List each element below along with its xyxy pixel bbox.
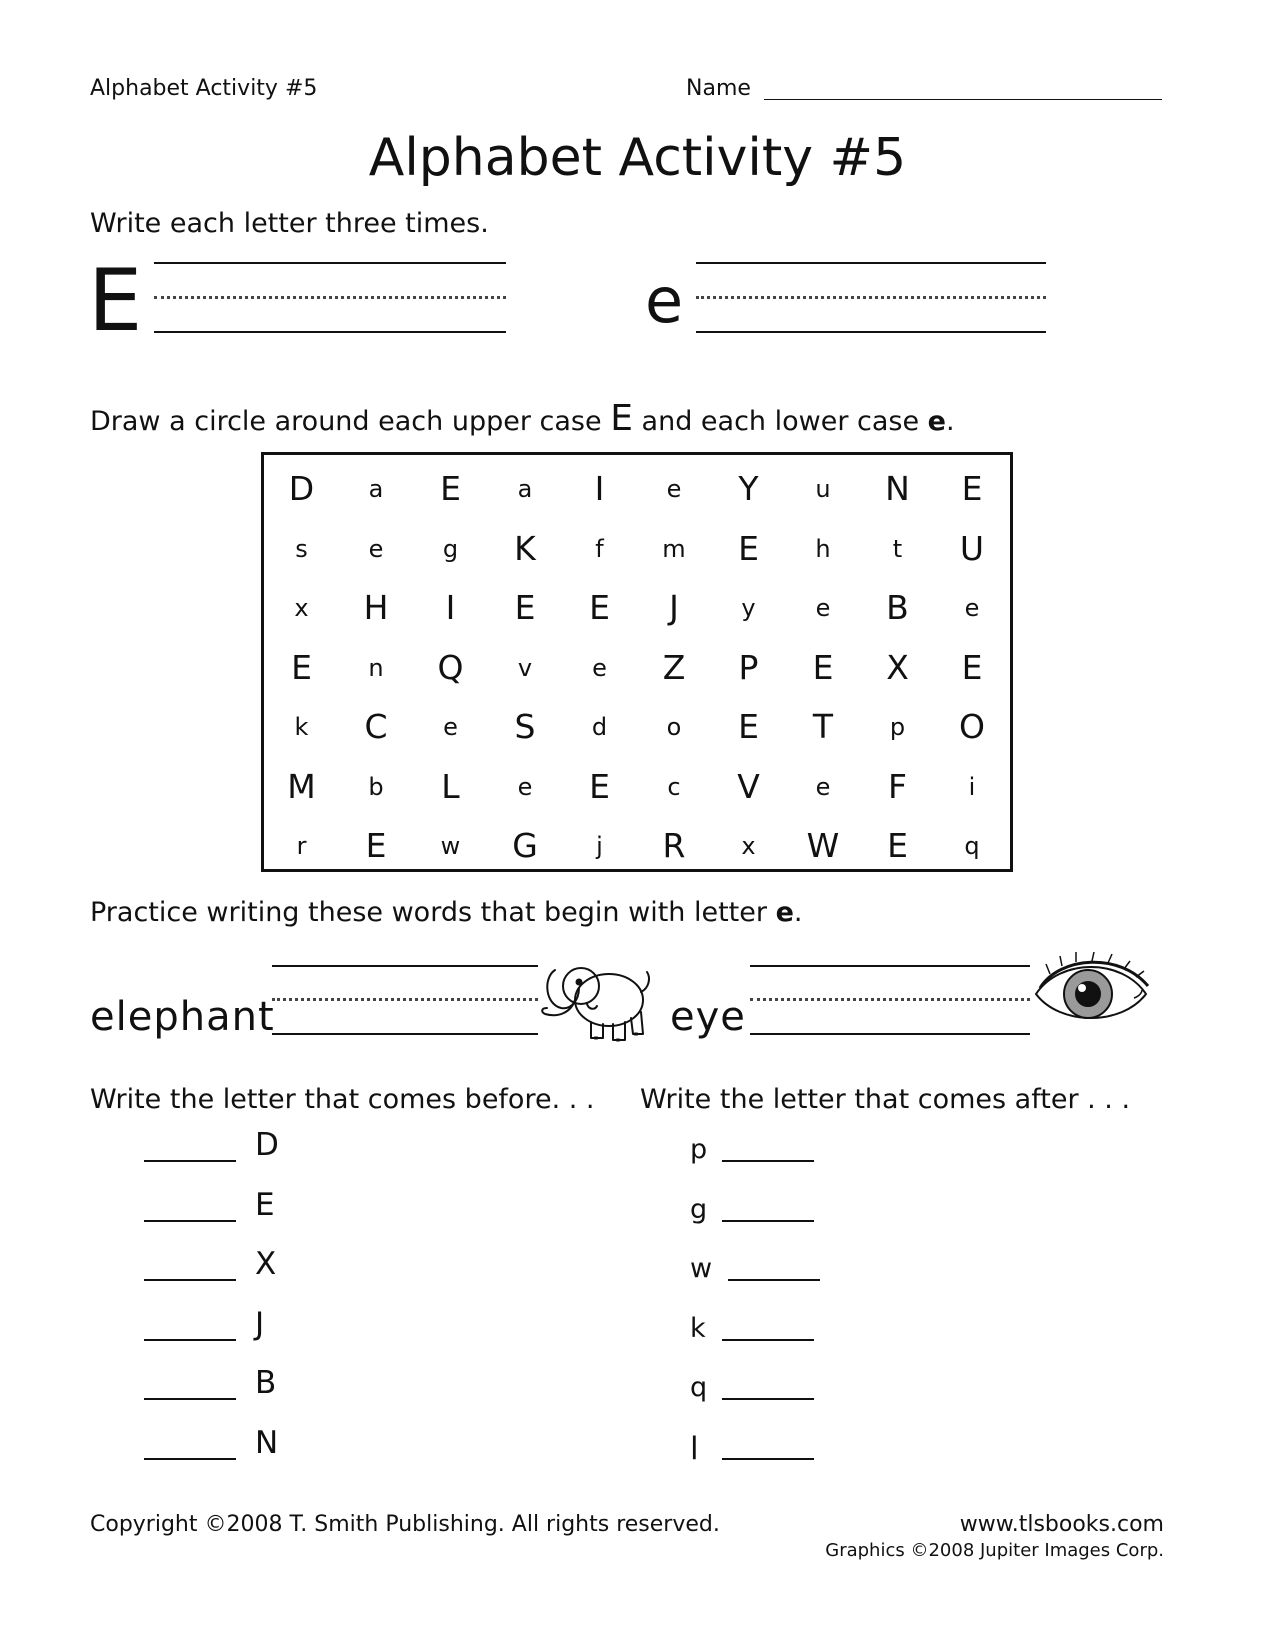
before-answer-line[interactable] <box>144 1160 236 1162</box>
grid-cell[interactable]: x <box>294 594 309 622</box>
grid-cell[interactable]: e <box>815 594 831 622</box>
before-title: Write the letter that comes before. . . <box>90 1084 595 1115</box>
after-title: Write the letter that comes after . . . <box>640 1084 1131 1115</box>
before-answer-line[interactable] <box>144 1220 236 1222</box>
section1-instruction: Write each letter three times. <box>90 208 489 239</box>
grid-cell[interactable]: T <box>812 707 834 746</box>
after-answer-line[interactable] <box>722 1220 814 1222</box>
grid-cell[interactable]: j <box>596 832 603 860</box>
grid-cell[interactable]: r <box>296 832 307 860</box>
after-letter: q <box>690 1372 708 1403</box>
grid-cell[interactable]: E <box>961 647 983 687</box>
grid-cell[interactable]: v <box>517 653 533 682</box>
grid-cell[interactable]: U <box>959 528 985 568</box>
grid-cell[interactable]: B <box>886 588 909 627</box>
after-answer-line[interactable] <box>728 1279 820 1281</box>
upper-writing-line[interactable] <box>154 331 506 333</box>
footer-copyright: Copyright ©2008 T. Smith Publishing. All rights reserved. <box>90 1512 720 1537</box>
grid-cell[interactable]: I <box>594 469 605 508</box>
eye-icon <box>1030 952 1152 1034</box>
before-letter: X <box>255 1246 277 1282</box>
grid-cell[interactable]: q <box>964 832 980 860</box>
grid-cell[interactable]: E <box>589 588 610 627</box>
after-answer-line[interactable] <box>722 1339 814 1341</box>
model-letter-lower: e <box>645 264 684 337</box>
grid-cell[interactable]: X <box>886 647 909 687</box>
section3-period: . <box>793 897 803 928</box>
grid-cell[interactable]: E <box>365 826 387 865</box>
grid-cell[interactable]: y <box>741 594 756 622</box>
eye-top-line <box>750 965 1030 967</box>
grid-cell[interactable]: C <box>364 707 388 746</box>
eye-dotted-line <box>750 998 1030 1001</box>
grid-cell[interactable]: E <box>589 766 610 806</box>
grid-cell[interactable]: e <box>815 772 831 801</box>
section2-instruction-pre: Draw a circle around each upper case <box>90 406 602 437</box>
grid-cell[interactable]: D <box>288 469 315 508</box>
grid-cell[interactable]: o <box>666 713 682 741</box>
footer-website[interactable]: www.tlsbooks.com <box>959 1512 1164 1537</box>
before-letter: J <box>255 1305 265 1342</box>
grid-cell[interactable]: V <box>737 766 760 806</box>
section2-instruction-mid: and each lower case <box>641 406 920 437</box>
grid-cell[interactable]: L <box>441 766 460 806</box>
grid-cell[interactable]: Y <box>738 469 759 508</box>
grid-cell[interactable]: E <box>738 707 759 746</box>
grid-cell[interactable]: E <box>887 826 908 865</box>
grid-cell[interactable]: c <box>667 772 681 801</box>
grid-cell[interactable]: e <box>666 475 682 503</box>
after-letter: p <box>690 1134 708 1165</box>
header-left-title: Alphabet Activity #5 <box>90 76 318 101</box>
grid-cell[interactable]: f <box>595 534 604 563</box>
upper-mid-dotted-line <box>154 296 506 299</box>
section3-instruction-pre: Practice writing these words that begin with letter <box>90 897 767 928</box>
grid-cell[interactable]: g <box>442 534 459 563</box>
grid-cell[interactable]: Z <box>662 647 686 687</box>
name-label: Name <box>686 76 751 101</box>
footer-graphics: Graphics ©2008 Jupiter Images Corp. <box>825 1540 1164 1561</box>
elephant-top-line <box>272 965 538 967</box>
grid-cell[interactable]: d <box>591 713 608 741</box>
after-answer-line[interactable] <box>722 1398 814 1400</box>
grid-cell[interactable]: G <box>512 826 538 865</box>
grid-cell[interactable]: F <box>888 766 907 806</box>
grid-cell[interactable]: S <box>514 707 536 746</box>
grid-cell[interactable]: K <box>514 528 536 568</box>
before-letter: N <box>255 1424 279 1461</box>
elephant-dotted-line <box>272 998 538 1001</box>
section3-letter: e <box>775 897 794 928</box>
grid-cell[interactable]: M <box>287 766 316 806</box>
grid-cell[interactable]: E <box>291 647 312 687</box>
after-answer-line[interactable] <box>722 1160 814 1162</box>
grid-cell[interactable]: P <box>738 647 759 687</box>
grid-cell[interactable]: u <box>815 475 831 503</box>
section2-upper-letter: E <box>610 398 633 439</box>
grid-cell[interactable]: E <box>738 528 759 568</box>
grid-cell[interactable]: h <box>815 534 831 563</box>
before-answer-line[interactable] <box>144 1398 236 1400</box>
grid-cell[interactable]: O <box>959 707 985 746</box>
before-answer-line[interactable] <box>144 1458 236 1460</box>
grid-cell[interactable]: W <box>806 826 840 865</box>
grid-cell[interactable]: n <box>368 653 384 682</box>
letter-grid <box>261 452 1013 872</box>
eye-writing-line[interactable] <box>750 1033 1030 1035</box>
grid-cell[interactable]: E <box>961 469 983 508</box>
grid-cell[interactable]: a <box>368 475 384 503</box>
before-answer-line[interactable] <box>144 1339 236 1341</box>
grid-cell[interactable]: a <box>517 475 533 503</box>
grid-cell[interactable]: I <box>445 588 456 627</box>
grid-cell[interactable]: p <box>889 713 906 741</box>
lower-mid-dotted-line <box>696 296 1046 299</box>
grid-cell[interactable]: k <box>294 713 309 741</box>
before-answer-line[interactable] <box>144 1279 236 1281</box>
section2-lower-letter: e <box>927 406 946 437</box>
grid-cell[interactable]: Q <box>437 647 464 687</box>
grid-cell[interactable]: e <box>592 653 607 682</box>
section2-instruction <box>90 398 955 439</box>
grid-cell[interactable]: E <box>440 469 461 508</box>
lower-writing-line[interactable] <box>696 331 1046 333</box>
grid-cell[interactable]: J <box>669 588 679 627</box>
after-letter: l <box>690 1430 699 1467</box>
elephant-writing-line[interactable] <box>272 1033 538 1035</box>
after-letter: w <box>690 1253 713 1284</box>
before-letter: E <box>255 1186 275 1223</box>
grid-cell[interactable]: x <box>741 832 756 860</box>
grid-cell[interactable]: N <box>885 469 910 508</box>
grid-cell[interactable]: E <box>514 588 536 627</box>
grid-cell[interactable]: e <box>517 772 533 801</box>
grid-cell[interactable]: E <box>812 647 834 687</box>
section3-instruction <box>90 897 802 928</box>
grid-cell[interactable]: e <box>443 713 458 741</box>
upper-top-line <box>154 262 506 264</box>
word-elephant: elephant <box>90 994 275 1040</box>
grid-cell[interactable]: i <box>968 772 976 801</box>
grid-cell[interactable]: b <box>368 772 384 801</box>
after-letter: g <box>690 1193 708 1225</box>
grid-cell[interactable]: w <box>440 832 461 860</box>
elephant-icon <box>535 948 655 1048</box>
grid-cell[interactable]: e <box>368 534 384 563</box>
lower-top-line <box>696 262 1046 264</box>
before-letter: D <box>255 1127 279 1163</box>
grid-cell[interactable]: t <box>892 534 903 563</box>
after-letter: k <box>690 1312 706 1344</box>
model-letter-upper: E <box>88 251 143 351</box>
grid-cell[interactable]: s <box>295 534 308 563</box>
grid-cell[interactable]: R <box>662 826 686 865</box>
grid-cell[interactable]: H <box>363 588 389 627</box>
before-letter: B <box>255 1365 277 1401</box>
page-title: Alphabet Activity #5 <box>368 128 907 188</box>
name-line[interactable] <box>764 99 1162 100</box>
section2-period: . <box>945 406 955 437</box>
after-answer-line[interactable] <box>722 1458 814 1460</box>
grid-cell[interactable]: m <box>662 534 686 563</box>
grid-cell[interactable]: e <box>964 594 980 622</box>
word-eye: eye <box>670 994 746 1040</box>
